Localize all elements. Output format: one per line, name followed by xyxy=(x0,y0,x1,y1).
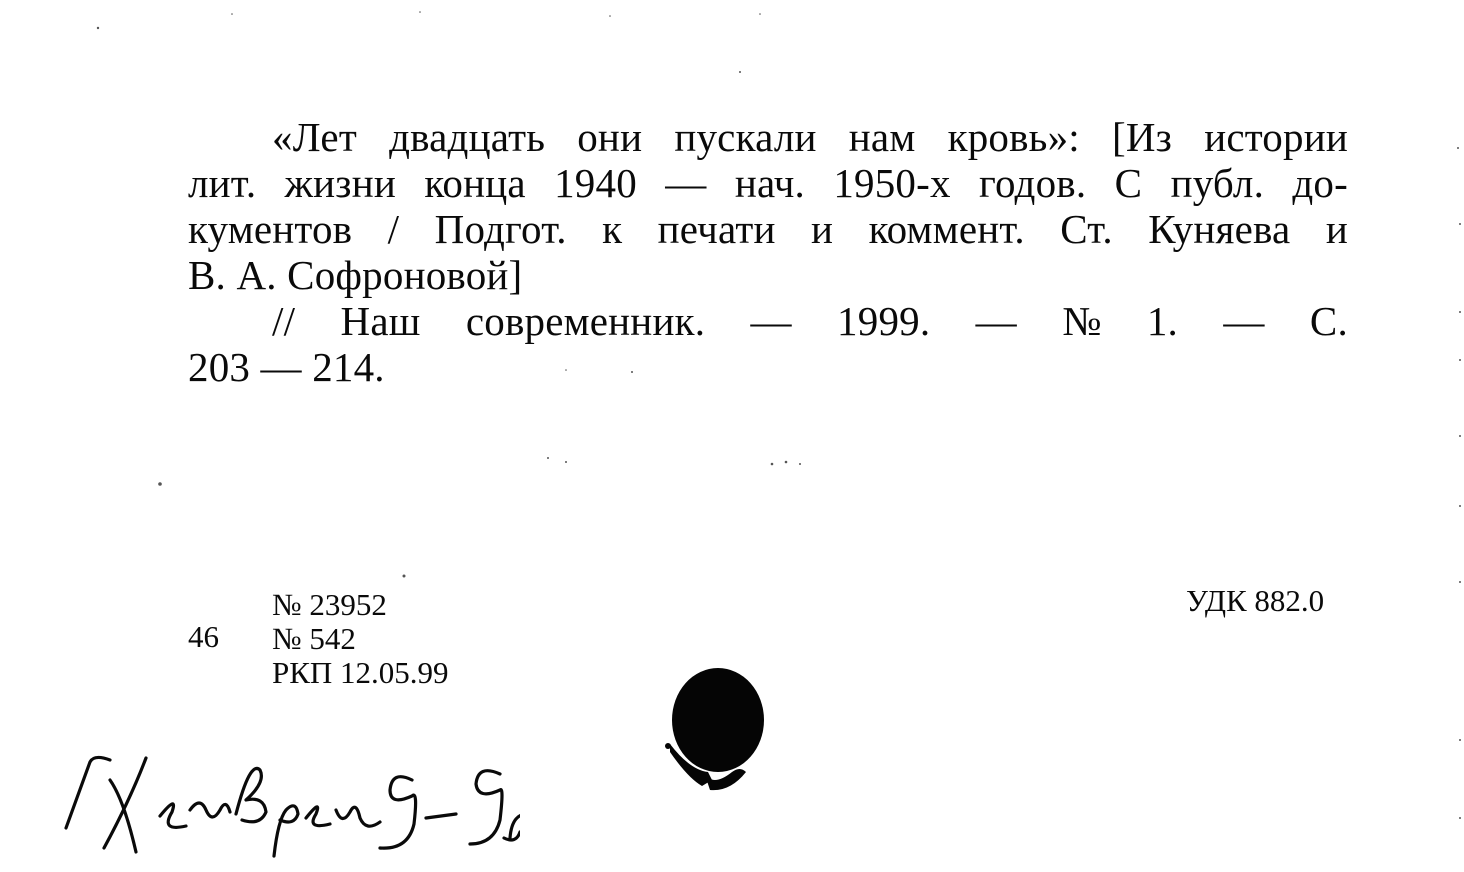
entry-line-1 xyxy=(188,114,1348,160)
word: № xyxy=(1062,298,1102,344)
word: Куняева xyxy=(1148,206,1291,252)
handwritten-signature xyxy=(60,740,520,860)
word: — xyxy=(1223,298,1265,344)
word: — xyxy=(750,298,792,344)
word: 1950-х xyxy=(833,160,951,206)
word: конца xyxy=(424,160,526,206)
word: нач. xyxy=(734,160,805,206)
word: 1940 xyxy=(554,160,637,206)
word: «Лет xyxy=(272,114,357,160)
secondary-number: № 542 xyxy=(272,621,356,656)
page-number: 46 xyxy=(188,619,219,654)
word: С. xyxy=(1309,298,1348,344)
udk-code: УДК 882.0 xyxy=(1186,583,1325,618)
word: публ. xyxy=(1170,160,1265,206)
word: пускали xyxy=(674,114,817,160)
word: они xyxy=(577,114,643,160)
inventory-number: № 23952 xyxy=(272,587,387,622)
word: [Из xyxy=(1112,114,1173,160)
rkp-date: РКП 12.05.99 xyxy=(272,655,449,690)
word: Подгот. xyxy=(434,206,567,252)
entry-line-2 xyxy=(188,160,1348,206)
word: и xyxy=(811,206,834,252)
bibliographic-entry xyxy=(188,114,1348,390)
word: 1. xyxy=(1146,298,1179,344)
word: — xyxy=(975,298,1017,344)
word: Ст. xyxy=(1060,206,1113,252)
entry-line-3 xyxy=(188,206,1348,252)
word: нам xyxy=(848,114,916,160)
word: и xyxy=(1325,206,1348,252)
word: двадцать xyxy=(389,114,546,160)
word: — xyxy=(665,160,707,206)
word: / xyxy=(387,206,400,252)
word: кровь»: xyxy=(947,114,1080,160)
card-numbers xyxy=(272,588,449,690)
word: 1999. xyxy=(837,298,931,344)
entry-line-5 xyxy=(188,298,1348,344)
word: С xyxy=(1114,160,1143,206)
word: современник. xyxy=(465,298,706,344)
word: истории xyxy=(1204,114,1348,160)
ink-blot-icon xyxy=(660,660,800,810)
word: печати xyxy=(657,206,776,252)
word: годов. xyxy=(979,160,1087,206)
word: лит. xyxy=(188,160,257,206)
word: кументов xyxy=(188,206,353,252)
entry-line-4: В. А. Софроновой] xyxy=(188,252,523,298)
word: жизни xyxy=(284,160,396,206)
entry-line-6: 203 — 214. xyxy=(188,344,385,390)
word: к xyxy=(602,206,623,252)
word: Наш xyxy=(340,298,421,344)
word: коммент. xyxy=(868,206,1025,252)
word: до- xyxy=(1292,160,1348,206)
word: // xyxy=(272,298,296,344)
